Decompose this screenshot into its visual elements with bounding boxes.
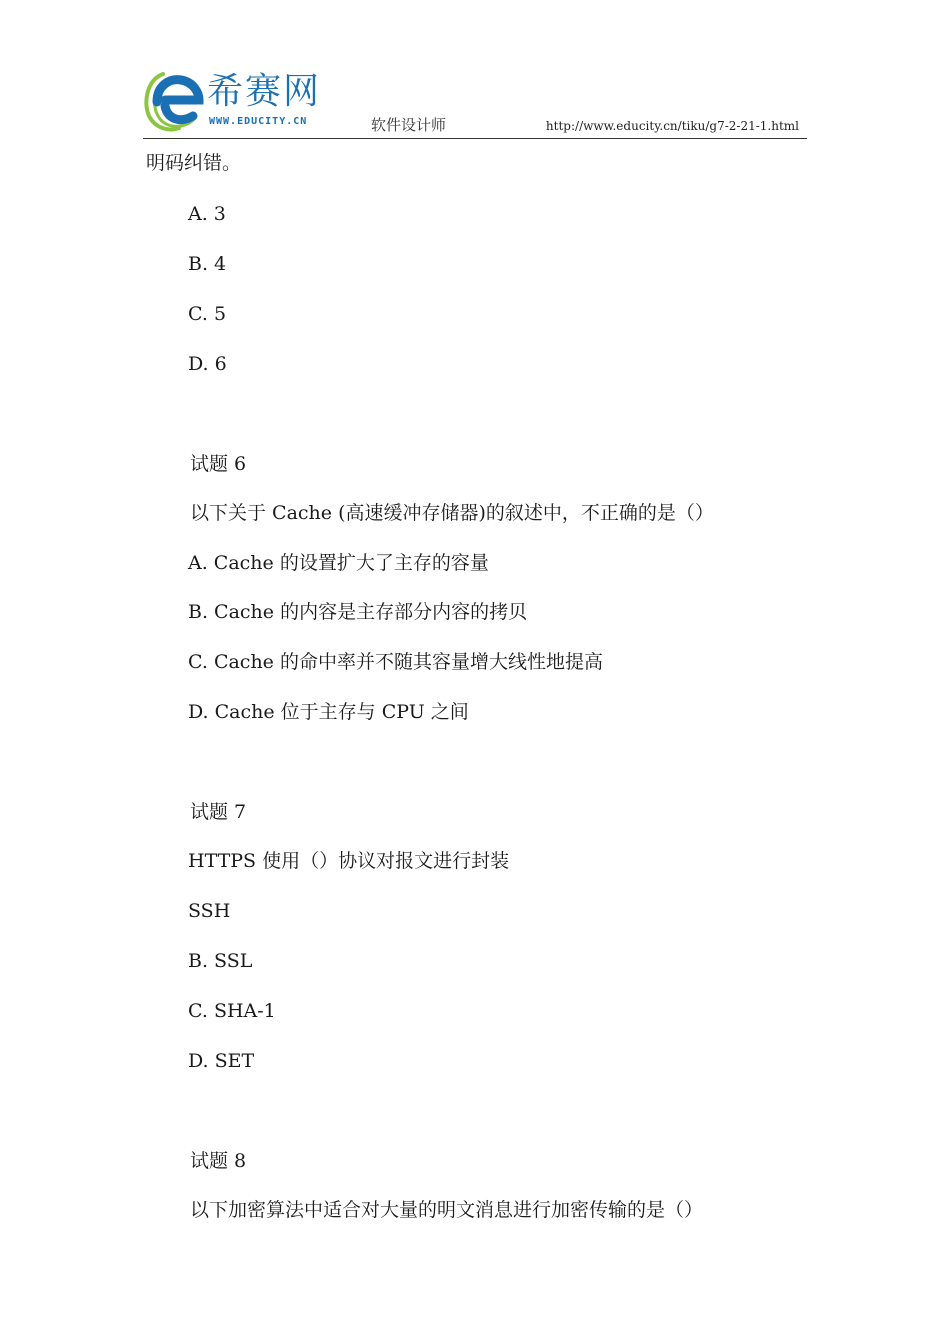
q6-option-a: A. Cache 的设置扩大了主存的容量 — [188, 552, 489, 574]
q8-title: 试题 8 — [190, 1150, 247, 1172]
q8-stem: 以下加密算法中适合对大量的明文消息进行加密传输的是（） — [190, 1199, 704, 1221]
q7-option-d: D. SET — [188, 1050, 255, 1072]
q7-title: 试题 7 — [190, 801, 247, 823]
q7-stem: HTTPS 使用（）协议对报文进行封装 — [188, 850, 510, 872]
q5-option-a: A. 3 — [188, 203, 226, 225]
e-logo-icon — [143, 68, 207, 134]
q6-option-c: C. Cache 的命中率并不随其容量增大线性地提高 — [188, 651, 603, 673]
continuation-text: 明码纠错。 — [146, 152, 242, 174]
q7-option-b: B. SSL — [188, 950, 253, 972]
q6-title: 试题 6 — [190, 453, 247, 475]
q6-option-d: D. Cache 位于主存与 CPU 之间 — [188, 701, 469, 723]
q5-option-d: D. 6 — [188, 353, 227, 375]
q7-option-a: SSH — [188, 900, 231, 922]
page-header — [143, 66, 807, 139]
q5-option-c: C. 5 — [188, 303, 227, 325]
q6-stem: 以下关于 Cache (高速缓冲存储器)的叙述中，不正确的是（） — [190, 502, 714, 524]
header-subject: 软件设计师 — [371, 116, 447, 134]
q7-option-c: C. SHA-1 — [188, 1000, 276, 1022]
logo-name: 希赛网 — [207, 71, 322, 112]
educity-logo[interactable] — [143, 68, 322, 134]
logo-url: WWW.EDUCITY.CN — [209, 116, 308, 127]
q5-option-b: B. 4 — [188, 253, 227, 275]
header-url[interactable]: http://www.educity.cn/tiku/g7-2-21-1.html — [545, 119, 799, 133]
q6-option-b: B. Cache 的内容是主存部分内容的拷贝 — [188, 601, 528, 623]
